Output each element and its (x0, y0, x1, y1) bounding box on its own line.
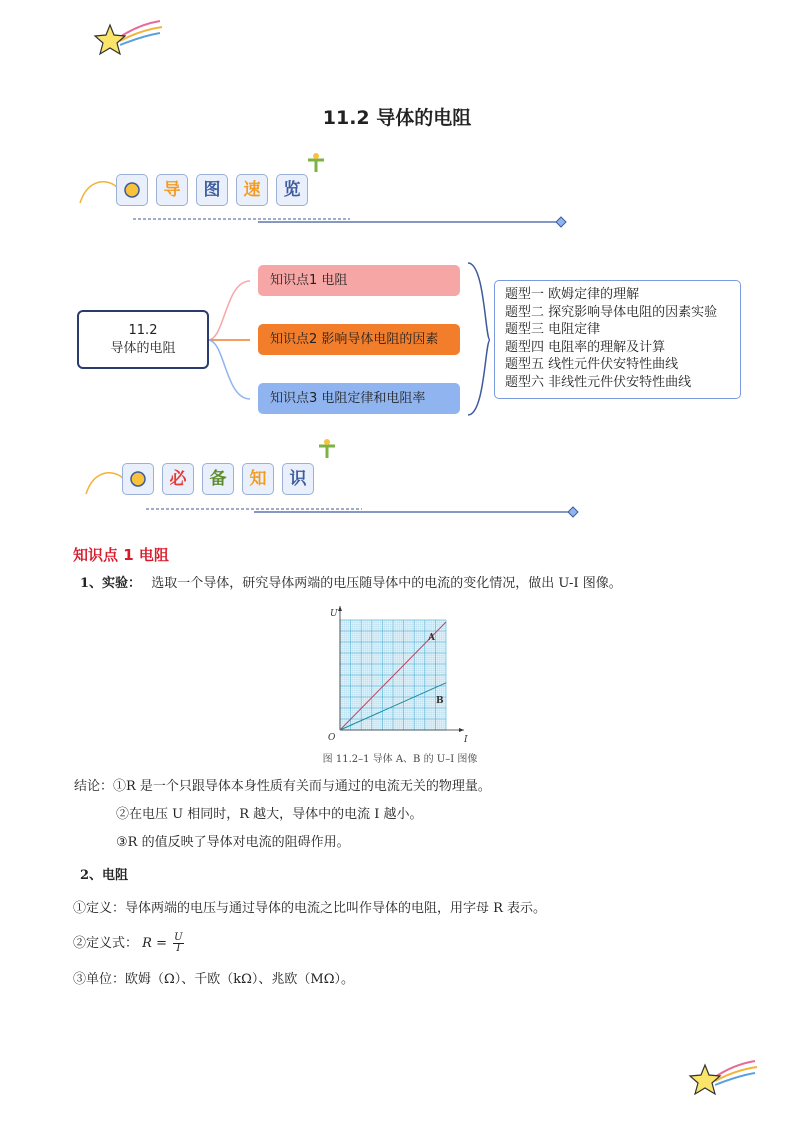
banner-char: 备 (202, 463, 234, 495)
x-axis-label: I (464, 735, 468, 745)
page-title: 11.2 导体的电阻 (322, 107, 472, 129)
mindmap-root (77, 310, 209, 369)
type-item: 题型一 欧姆定律的理解 (505, 287, 640, 302)
conclusion-item: ①R 是一个只跟导体本身性质有关而与通过的电流无关的物理量。 (113, 779, 491, 794)
banner-char: 图 (196, 174, 228, 206)
mindmap-root-number: 11.2 (128, 323, 158, 338)
banner-char: 知 (242, 463, 274, 495)
star-decoration-bottom-icon (685, 1055, 760, 1100)
banner-char: 速 (236, 174, 268, 206)
figure-caption: 图 11.2–1 导体 A、B 的 U–I 图像 (322, 754, 478, 765)
experiment-paragraph (80, 574, 780, 594)
banner-char: 览 (276, 174, 308, 206)
banner-icon-box (122, 463, 154, 495)
definition-text: ①定义：导体两端的电压与通过导体的电流之比叫作导体的电阻，用字母 R 表示。 (73, 901, 547, 916)
banner-guide-overview (78, 148, 578, 233)
x-axis-arrow (459, 728, 464, 732)
banner-char: 识 (282, 463, 314, 495)
mindmap-root-label: 导体的电阻 (110, 341, 176, 356)
conclusion-item: ③R 的值反映了导体对电流的阻碍作用。 (116, 835, 350, 850)
conclusion-item: ②在电压 U 相同时，R 越大，导体中的电流 I 越小。 (116, 807, 423, 822)
type-item: 题型二 探究影响导体电阻的因素实验 (505, 304, 718, 320)
section-heading: 知识点 1 电阻 (73, 546, 169, 564)
banner-icon-box (116, 174, 148, 206)
y-axis-arrow (338, 606, 342, 611)
mindmap-types-box (494, 280, 741, 399)
formula-numerator: U (174, 932, 183, 943)
series-label-B: B (436, 695, 444, 706)
origin-label: O (328, 733, 336, 743)
banner-char: 必 (162, 463, 194, 495)
type-item: 题型六 非线性元件伏安特性曲线 (505, 374, 692, 390)
banner-decoration-icon (78, 148, 578, 233)
mindmap-kp1: 知识点1 电阻 (258, 265, 460, 296)
series-label-A: A (428, 633, 435, 643)
conclusion-label: 结论： (74, 779, 114, 794)
formula-lhs: R = (142, 936, 167, 951)
bullet-circle-icon (117, 175, 147, 205)
unit-text: ③单位：欧姆（Ω）、千欧（kΩ）、兆欧（MΩ）。 (73, 972, 355, 987)
bullet-circle-icon (123, 464, 153, 494)
conclusions (74, 777, 491, 853)
formula-label: ②定义式： (73, 936, 139, 951)
star-decoration-top-icon (90, 15, 165, 60)
formula-fraction (173, 933, 183, 954)
banner-essential-knowledge (84, 436, 584, 521)
experiment-text: 选取一个导体，研究导体两端的电压随导体中的电流的变化情况，做出 U-I 图像。 (151, 576, 622, 591)
formula-denominator: I (176, 943, 181, 954)
formula-line (73, 933, 184, 954)
experiment-label: 1、实验： (80, 576, 142, 591)
banner-char: 导 (156, 174, 188, 206)
type-item: 题型三 电阻定律 (505, 322, 601, 338)
type-item: 题型五 线性元件伏安特性曲线 (505, 357, 679, 373)
type-item: 题型四 电阻率的理解及计算 (505, 339, 666, 355)
banner-decoration-icon (84, 436, 584, 521)
mindmap-kp2: 知识点2 影响导体电阻的因素 (258, 324, 460, 355)
y-axis-label: U (330, 609, 338, 619)
subsection-heading: 2、电阻 (80, 868, 129, 883)
mindmap-kp3: 知识点3 电阻定律和电阻率 (258, 383, 460, 414)
ui-chart (320, 600, 480, 748)
